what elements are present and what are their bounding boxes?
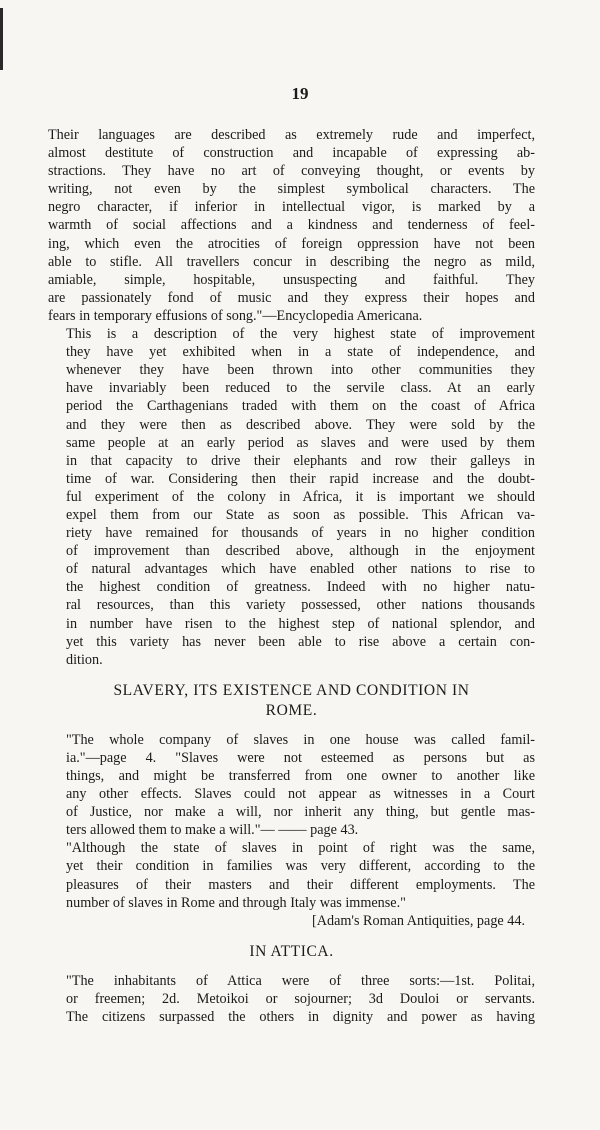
text-line: riety have remained for thousands of years in no higher condition (66, 525, 535, 542)
text-line: same people at an early period as slaves and were used by them (66, 434, 535, 451)
scan-edge-mark (0, 8, 3, 70)
text-line: The citizens surpassed the others in dignity and power as having (66, 1009, 535, 1026)
text-line: whenever they have been thrown into other communities they (66, 362, 535, 379)
paragraph (48, 839, 535, 911)
text-line: ful experiment of the colony in Africa, it is important we should (66, 488, 535, 505)
text-line: yet their condition in families was very different, according to the (66, 858, 535, 875)
text-line: number of slaves in Rome and through Italy was immense." (66, 894, 406, 911)
citation: [Adam's Roman Antiquities, page 44. (312, 912, 525, 929)
text-line: warmth of social affections and a kindness and tenderness of feel- (48, 217, 535, 234)
text-line: in number have risen to the highest step of national splendor, and (66, 615, 535, 632)
heading-line: IN ATTICA. (249, 942, 334, 960)
text-line: period the Carthagenians traded with them on the coast of Africa (66, 398, 535, 415)
text-line: and they were then as described above. They were sold by the (66, 416, 535, 433)
body-text (48, 126, 535, 1026)
text-line: fears in temporary effusions of song."—Encyclopedia Americana. (48, 307, 423, 324)
text-line: almost destitute of construction and incapable of expressing ab- (48, 145, 535, 162)
text-line: time of war. Considering then their rapid increase and the doubt- (66, 470, 535, 487)
text-line: ral resources, than this variety possessed, other nations thousands (66, 597, 535, 614)
text-line: yet this variety has never been able to rise above a certain con- (66, 633, 535, 650)
text-line: they have yet exhibited when in a state of independence, and (66, 344, 535, 361)
text-line: Their languages are described as extremely rude and imperfect, (48, 127, 535, 143)
paragraph (48, 731, 535, 840)
heading-line: ROME. (265, 701, 318, 719)
text-line: dition. (66, 651, 103, 668)
text-line: of Justice, nor make a will, nor inherit any thing, but gentle mas- (66, 804, 535, 821)
text-line: pleasures of their masters and their different employments. The (66, 876, 535, 893)
text-line: or freemen; 2d. Metoikoi or sojourner; 3d Douloi or servants. (66, 990, 535, 1007)
text-line: any other effects. Slaves could not appear as witnesses in a Court (66, 786, 535, 803)
text-line: ing, which even the atrocities of foreign oppression have not been (48, 235, 535, 252)
paragraph (48, 972, 535, 1026)
text-line: are passionately fond of music and they express their hopes and (48, 289, 535, 306)
text-line: ters allowed them to make a will."— —— page 43. (66, 822, 359, 839)
section-heading (48, 681, 535, 721)
paragraph (48, 325, 535, 669)
text-line: ia."—page 4. "Slaves were not esteemed as persons but as (66, 749, 535, 766)
text-line: of improvement than described above, although in the enjoyment (66, 543, 535, 560)
text-line: stractions. They have no art of conveying thought, or events by (48, 163, 535, 180)
text-line: of natural advantages which have enabled other nations to rise to (66, 561, 535, 578)
text-line: things, and might be transferred from one owner to another like (66, 768, 535, 784)
text-line: amiable, simple, hospitable, unsuspecting and faithful. They (48, 271, 535, 288)
text-line: the highest condition of greatness. Indeed with no higher natu- (66, 579, 535, 596)
text-line: "Although the state of slaves in point of right was the same, (66, 840, 535, 857)
paragraph (48, 126, 535, 325)
text-line: expel them from our State as soon as possible. This African va- (66, 506, 535, 523)
heading-line: SLAVERY, ITS EXISTENCE AND CONDITION IN (113, 681, 470, 699)
text-line: able to stifle. All travellers concur in describing the negro as mild, (48, 253, 535, 270)
text-line: in that capacity to drive their elephants and row their galleys in (66, 452, 535, 469)
text-line: "The whole company of slaves in one house was called famil- (66, 731, 535, 748)
text-line: have invariably been reduced to the servile class. At an early (66, 380, 535, 397)
text-line: "The inhabitants of Attica were of three sorts:—1st. Politai, (66, 972, 535, 989)
page-number: 19 (291, 84, 309, 103)
text-line: This is a description of the very highest state of improvement (66, 326, 535, 343)
section-heading (48, 942, 535, 962)
text-line: negro character, if inferior in intellectual vigor, is marked by a (48, 199, 535, 216)
text-line: writing, not even by the simplest symbolical characters. The (48, 181, 535, 198)
